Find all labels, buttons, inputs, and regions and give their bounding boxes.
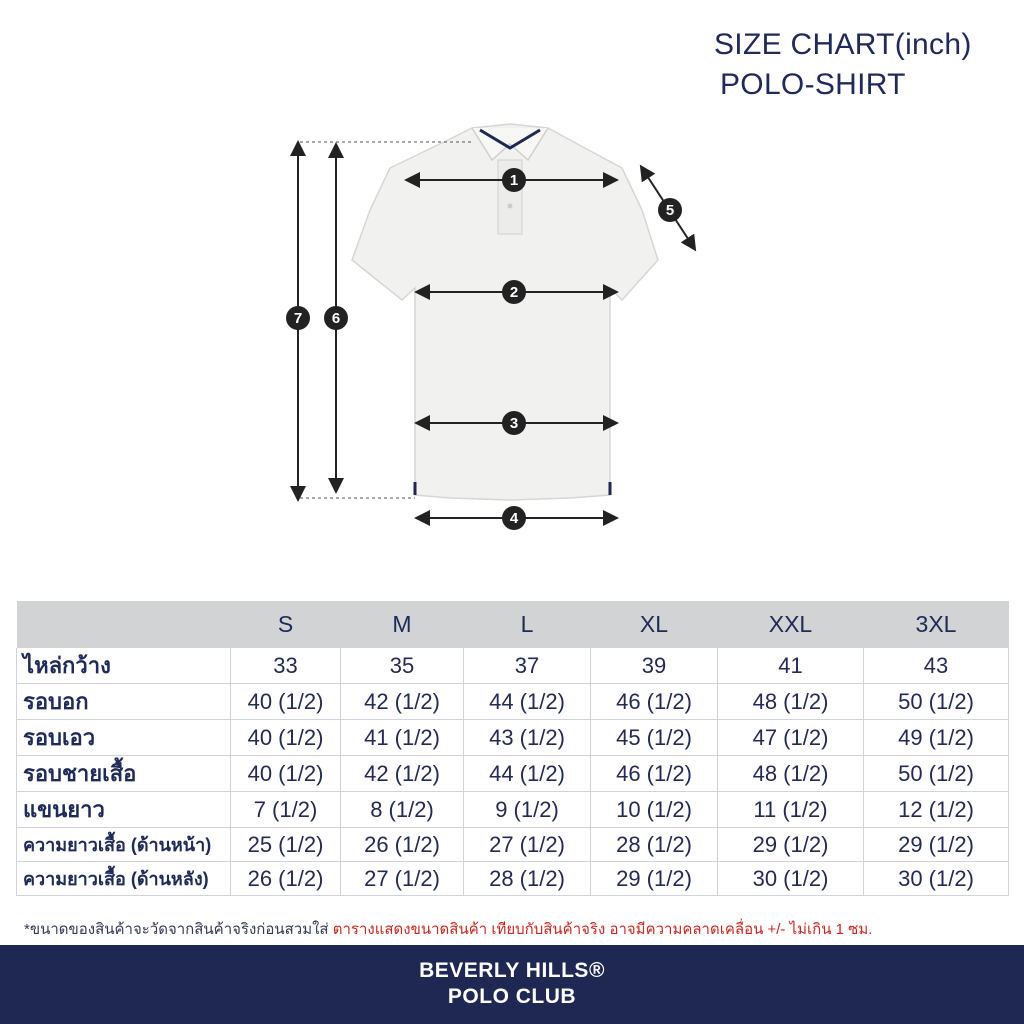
table-cell: 40 (1/2) — [231, 684, 341, 720]
table-cell: 44 (1/2) — [464, 756, 591, 792]
table-row — [17, 792, 1009, 828]
table-row — [17, 720, 1009, 756]
svg-text:6: 6 — [331, 310, 341, 327]
table-cell: 37 — [464, 648, 591, 684]
marker-2 — [502, 280, 526, 304]
column-header: XXL — [718, 601, 864, 648]
table-row — [17, 828, 1009, 862]
table-cell: 35 — [341, 648, 464, 684]
svg-text:5: 5 — [665, 202, 675, 219]
chart-subtitle: POLO-SHIRT — [720, 68, 906, 101]
marker-3 — [502, 411, 526, 435]
table-cell: 10 (1/2) — [591, 792, 718, 828]
table-cell: 11 (1/2) — [718, 792, 864, 828]
table-cell: 40 (1/2) — [231, 720, 341, 756]
table-cell: 43 (1/2) — [464, 720, 591, 756]
svg-text:7: 7 — [293, 310, 303, 327]
size-table — [16, 601, 1009, 896]
chart-title: SIZE CHART(inch) — [714, 28, 972, 61]
table-cell: 28 (1/2) — [464, 862, 591, 896]
row-label: ความยาวเสื้อ (ด้านหน้า) — [17, 828, 231, 862]
table-cell: 46 (1/2) — [591, 684, 718, 720]
column-header: 3XL — [864, 601, 1009, 648]
table-cell: 27 (1/2) — [341, 862, 464, 896]
marker-1 — [502, 168, 526, 192]
table-cell: 41 — [718, 648, 864, 684]
polo-shirt-diagram — [270, 120, 720, 540]
table-cell: 25 (1/2) — [231, 828, 341, 862]
table-row — [17, 648, 1009, 684]
table-cell: 48 (1/2) — [718, 756, 864, 792]
column-header: S — [231, 601, 341, 648]
marker-4 — [502, 506, 526, 530]
row-label: รอบชายเสื้อ — [17, 756, 231, 792]
table-row — [17, 862, 1009, 896]
row-label: ความยาวเสื้อ (ด้านหลัง) — [17, 862, 231, 896]
table-cell: 50 (1/2) — [864, 756, 1009, 792]
marker-7 — [286, 306, 310, 330]
table-row — [17, 684, 1009, 720]
table-cell: 26 (1/2) — [231, 862, 341, 896]
table-cell: 29 (1/2) — [718, 828, 864, 862]
table-cell: 8 (1/2) — [341, 792, 464, 828]
table-cell: 40 (1/2) — [231, 756, 341, 792]
marker-5 — [658, 198, 682, 222]
column-header: XL — [591, 601, 718, 648]
table-cell: 44 (1/2) — [464, 684, 591, 720]
table-cell: 39 — [591, 648, 718, 684]
table-cell: 48 (1/2) — [718, 684, 864, 720]
table-header-row — [17, 601, 1009, 648]
svg-text:1: 1 — [509, 172, 519, 189]
marker-6 — [324, 306, 348, 330]
table-cell: 46 (1/2) — [591, 756, 718, 792]
table-cell: 41 (1/2) — [341, 720, 464, 756]
svg-text:4: 4 — [509, 510, 519, 527]
row-label: รอบอก — [17, 684, 231, 720]
table-cell: 27 (1/2) — [464, 828, 591, 862]
table-cell: 43 — [864, 648, 1009, 684]
column-header: L — [464, 601, 591, 648]
brand-logo-line2: POLO CLUB — [447, 985, 577, 1008]
table-cell: 26 (1/2) — [341, 828, 464, 862]
row-label: รอบเอว — [17, 720, 231, 756]
brand-logo-line1: BEVERLY HILLS® — [419, 959, 605, 982]
disclaimer-note — [24, 917, 872, 941]
table-cell: 7 (1/2) — [231, 792, 341, 828]
table-cell: 9 (1/2) — [464, 792, 591, 828]
disclaimer-plain: *ขนาดของสินค้าจะวัดจากสินค้าจริงก่อนสวมใส่ — [24, 921, 329, 938]
table-cell: 29 (1/2) — [591, 862, 718, 896]
disclaimer-red: ตารางแสดงขนาดสินค้า เทียบกับสินค้าจริง อาจมีความคลาดเคลื่อน +/- ไม่เกิน 1 ซม. — [332, 921, 873, 938]
column-header: M — [341, 601, 464, 648]
table-cell: 30 (1/2) — [864, 862, 1009, 896]
header-corner — [17, 601, 231, 648]
table-cell: 47 (1/2) — [718, 720, 864, 756]
table-cell: 42 (1/2) — [341, 756, 464, 792]
table-cell: 12 (1/2) — [864, 792, 1009, 828]
svg-text:3: 3 — [509, 415, 519, 432]
brand-footer — [0, 945, 1024, 1024]
table-cell: 33 — [231, 648, 341, 684]
svg-text:2: 2 — [509, 284, 519, 301]
row-label: แขนยาว — [17, 792, 231, 828]
table-cell: 49 (1/2) — [864, 720, 1009, 756]
row-label: ไหล่กว้าง — [17, 648, 231, 684]
table-cell: 30 (1/2) — [718, 862, 864, 896]
table-row — [17, 756, 1009, 792]
table-cell: 45 (1/2) — [591, 720, 718, 756]
table-cell: 28 (1/2) — [591, 828, 718, 862]
table-cell: 29 (1/2) — [864, 828, 1009, 862]
table-cell: 42 (1/2) — [341, 684, 464, 720]
table-cell: 50 (1/2) — [864, 684, 1009, 720]
